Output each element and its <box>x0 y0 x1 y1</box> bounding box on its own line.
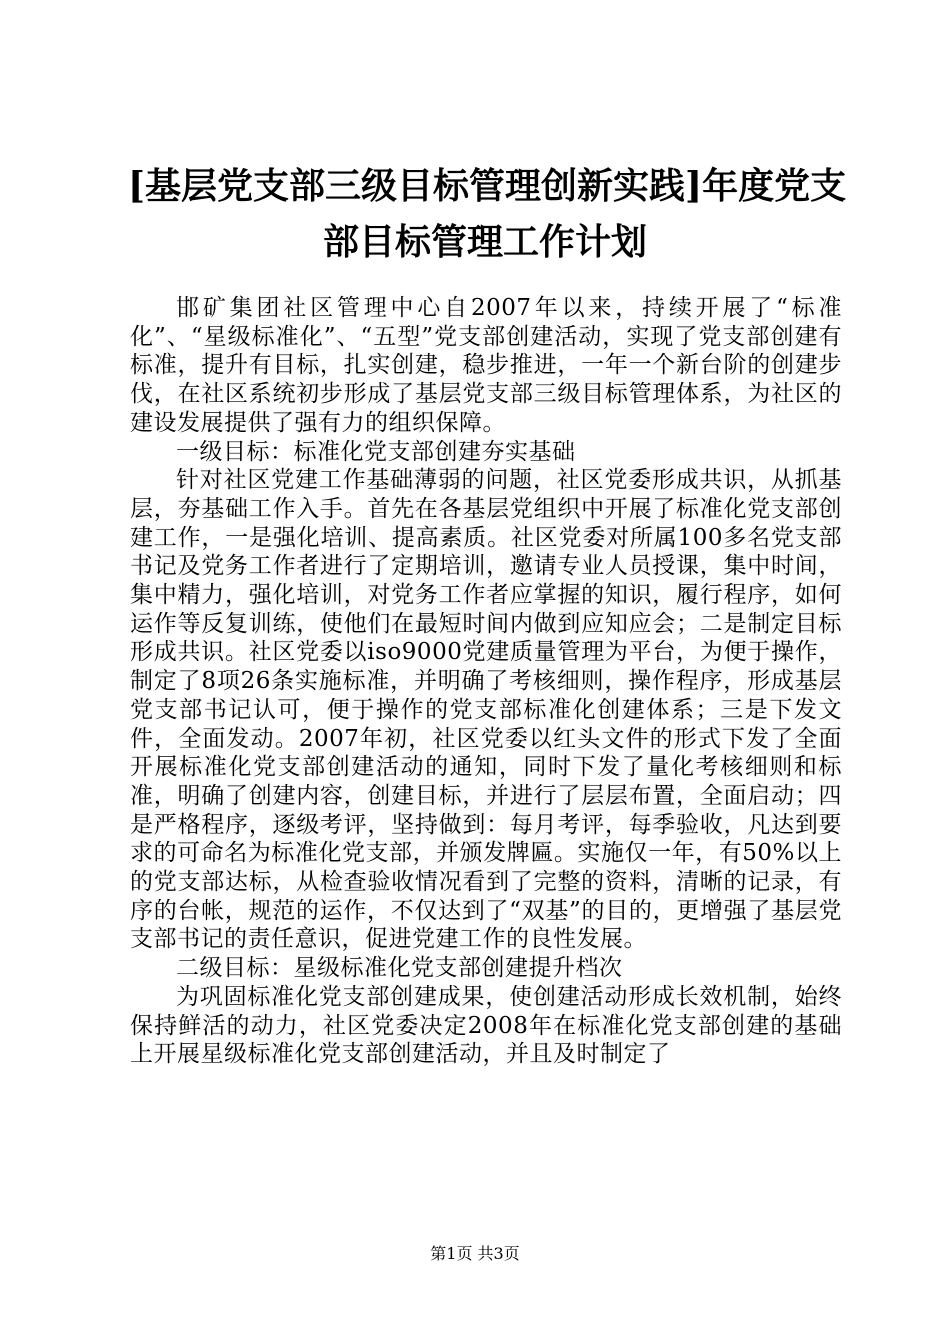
section-heading-level-2: 二级目标：星级标准化党支部创建提升档次 <box>176 955 623 982</box>
paragraph-intro: 邯矿集团社区管理中心自2007年以来，持续开展了“标准化”、“星级标准化”、“五型”党支部创建活动，实现了党支部创建有标准，提升有目标，扎实创建，稳步推进，一年一个新台阶的创建步伐，在社区系统初步形成了基层党支部三级目标管理体系，为社区的建设发展提供了强有力的组织保障。 <box>130 295 842 436</box>
section-heading-level-1: 一级目标：标准化党支部创建夯实基础 <box>176 438 576 465</box>
document-title <box>128 158 847 270</box>
paragraph-level-1-detail: 针对社区党建工作基础薄弱的问题，社区党委形成共识，从抓基层，夯基础工作入手。首先在各基层党组织中开展了标准化党支部创建工作，一是强化培训、提高素质。社区党委对所属100多名党支部书记及党务工作者进行了定期培训，邀请专业人员授课，集中时间，集中精力，强化培训，对党务工作者应掌握的知识，履行程序，如何运作等反复训练，使他们在最短时间内做到应知应会；二是制定目标形成共识。社区党委以iso9000党建质量管理为平台，为便于操作，制定了8项26条实施标准，并明确了考核细则，操作程序，形成基层党支部书记认可，便于操作的党支部标准化创建体系；三是下发文件，全面发动。2007年初，社区党委以红头文件的形式下发了全面开展标准化党支部创建活动的通知，同时下发了量化考核细则和标准，明确了创建内容，创建目标，并进行了层层布置，全面启动；四是严格程序，逐级考评，坚持做到：每月考评，每季验收，凡达到要求的可命名为标准化党支部，并颁发牌匾。实施仅一年，有50%以上的党支部达标，从检查验收情况看到了完整的资料，清晰的记录，有序的台帐，规范的运作，不仅达到了“双基”的目的，更增强了基层党支部书记的责任意识，促进党建工作的良性发展。 <box>130 467 842 953</box>
page-footer: 第1页 共3页 <box>430 1244 520 1263</box>
document-body <box>130 294 842 1069</box>
title-line-1: [基层党支部三级目标管理创新实践]年度党支 <box>128 165 847 207</box>
paragraph-level-2-detail: 为巩固标准化党支部创建成果，使创建活动形成长效机制，始终保持鲜活的动力，社区党委决定2008年在标准化党支部创建的基础上开展星级标准化党支部创建活动，并且及时制定了 <box>130 983 842 1068</box>
title-line-2: 部目标管理工作计划 <box>322 221 647 263</box>
